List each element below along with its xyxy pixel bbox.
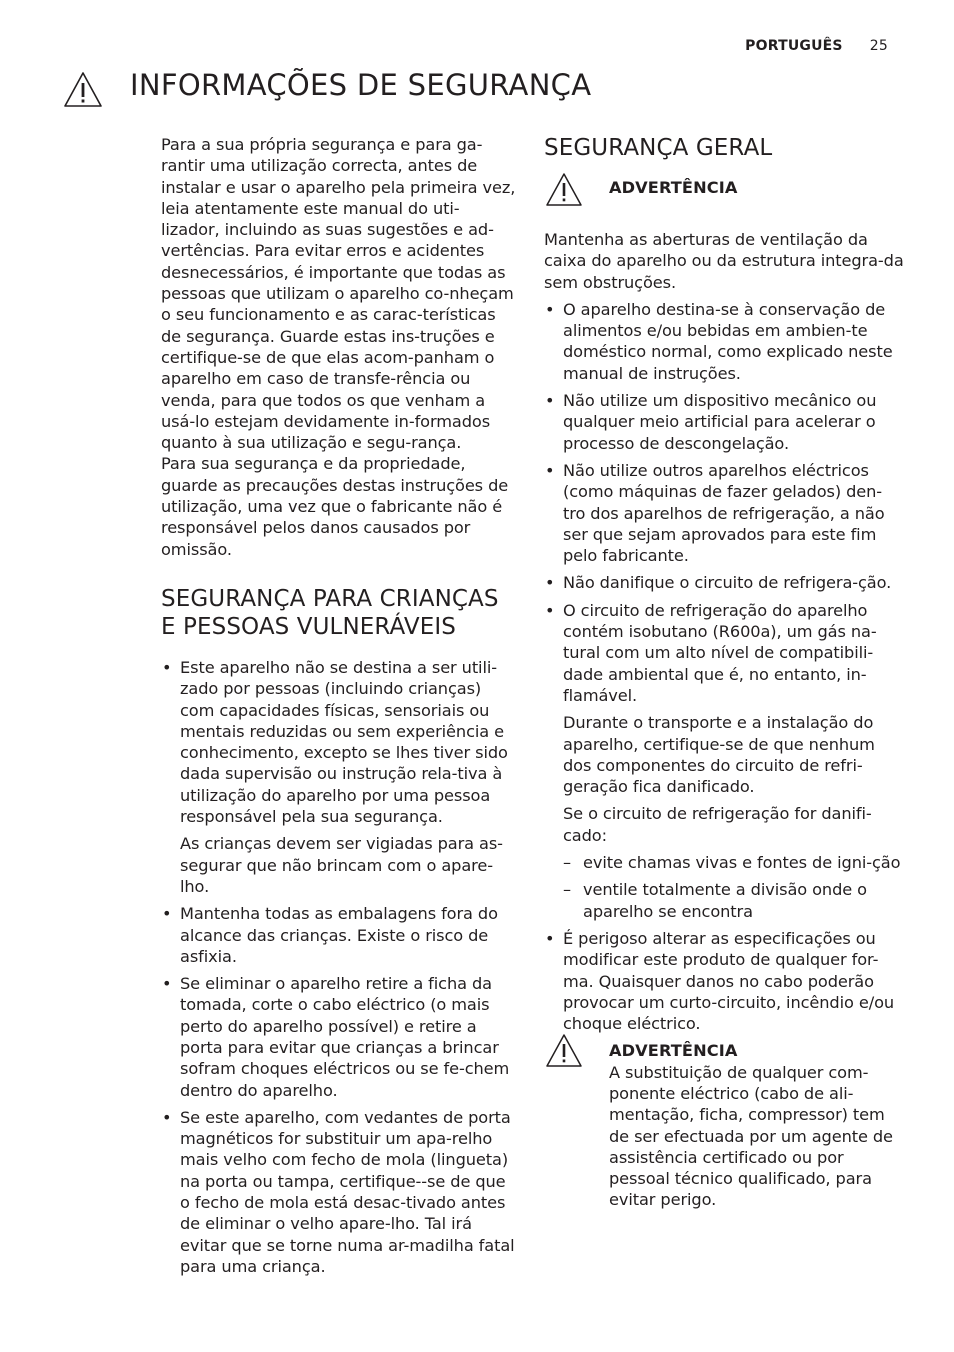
intro-paragraph: Para sua segurança e da propriedade, guarde as precauções destas instruções de utilização, uma vez que o fabricante não é responsável pelos danos causados por omissão.: [161, 454, 509, 559]
list-item-text: • Se este aparelho, com vedantes de porta magnéticos for substituir um apa-relho mais velho com fecho de mola (lingueta) na porta ou tampa, certifique--se de que o fecho de mola está desac-tivado antes de eliminar o velho apare-lho. Tal irá evitar que se torne numa ar-madilha fatal para uma criança.: [180, 1107, 515, 1276]
warning-triangle-icon: [544, 171, 584, 209]
list-item-text: • Não danifique o circuito de refrigera-ção.: [563, 573, 892, 593]
left-column: [161, 134, 517, 1283]
warning-text: A substituição de qualquer com-ponente eléctrico (cabo de ali-mentação, ficha, compressor) tem de ser efectuada por um agente de assistência certificado ou por pessoal técnico qualificado, para evitar perigo.: [609, 1062, 893, 1210]
warning-triangle-icon: [62, 70, 104, 110]
general-list: [544, 299, 904, 1035]
list-item-note: As crianças devem ser vigiadas para as-segurar que não brincam com o apare-lho.: [180, 834, 503, 896]
list-item: [161, 903, 517, 967]
language-label: PORTUGUÊS: [745, 38, 843, 54]
dash-item: – ventile totalmente a divisão onde o aparelho se encontra: [563, 879, 904, 922]
list-item-text: • Este aparelho não se destina a ser utili-zado por pessoas (incluindo crianças) com capacidades físicas, sensoriais ou mentais reduzidas ou sem experiência e conhecimento, excepto se lhes tiver sido dada supervisão ou instrução rela-tiva à utilização do aparelho por uma pessoa responsável pela sua segurança.: [180, 657, 508, 827]
dash-list: [563, 852, 904, 922]
warning-block: [544, 1040, 904, 1210]
list-item: [161, 973, 517, 1101]
warning-triangle-icon: [544, 1032, 584, 1070]
page-title: INFORMAÇÕES DE SEGURANÇA: [130, 68, 592, 102]
right-column: [544, 134, 904, 1211]
list-item-note: Se o circuito de refrigeração for danifi-cado:: [563, 804, 872, 845]
list-item-text: • O circuito de refrigeração do aparelho contém isobutano (R600a), um gás na-tural com um alto nível de compatibili-dade ambiental que é, no entanto, in-flamável.: [563, 600, 877, 705]
list-item-text: • É perigoso alterar as especificações ou modificar este produto de qualquer for-ma. Quaisquer danos no cabo poderão provocar um curto-circuito, incêndio e/ou choque eléctrico.: [563, 928, 895, 1034]
warning-block: [544, 177, 904, 229]
section-heading-general: SEGURANÇA GERAL: [544, 135, 773, 161]
warning-label: ADVERTÊNCIA: [609, 178, 738, 197]
list-item: [544, 460, 904, 566]
list-item: [544, 299, 904, 384]
list-item: [161, 657, 517, 897]
list-item: [161, 1107, 517, 1277]
list-item-text: • Não utilize um dispositivo mecânico ou qualquer meio artificial para acelerar o processo de descongelação.: [563, 391, 877, 453]
list-item: [544, 928, 904, 1034]
list-item: [544, 390, 904, 454]
children-list: [161, 657, 517, 1277]
section-heading-children: SEGURANÇA PARA CRIANÇAS E PESSOAS VULNERÁVEIS: [161, 585, 499, 640]
warning-label: ADVERTÊNCIA: [609, 1041, 738, 1061]
list-item-note: Durante o transporte e a instalação do aparelho, certifique-se de que nenhum dos componentes do circuito de refri-geração fica danificado.: [563, 713, 875, 797]
dash-item: – evite chamas vivas e fontes de igni-ção: [563, 852, 904, 873]
list-item-text: • O aparelho destina-se à conservação de alimentos e/ou bebidas em ambien-te doméstico normal, como explicado neste manual de instruções.: [563, 299, 893, 383]
intro-paragraph: Para a sua própria segurança e para ga-rantir uma utilização correcta, antes de instalar e usar o aparelho pela primeira vez, leia atentamente este manual do uti-lizador, incluindo as suas sugestões e ad-vertências. Para evitar erros e acidentes desnecessários, é importante que todas as pessoas que utilizam o aparelho co-nheçam o seu funcionamento e as carac-terísticas de segurança. Guarde estas ins-truções e certifique-se de que elas acom-panham o aparelho em caso de transfe-rência ou venda, para que todos os que venham a usá-lo estejam devidamente in-formados quanto à sua utilização e segu-rança.: [161, 135, 516, 453]
page-number: 25: [869, 38, 888, 54]
list-item: [544, 600, 904, 922]
page-header: [745, 38, 888, 54]
general-intro: Mantenha as aberturas de ventilação da caixa do aparelho ou da estrutura integra-da sem obstruções.: [544, 230, 904, 292]
list-item-text: • Se eliminar o aparelho retire a ficha da tomada, corte o cabo eléctrico (o mais perto do aparelho possível) e retire a porta para evitar que crianças a brincar sofram choques eléctricos ou se fe-chem dentro do aparelho.: [180, 974, 510, 1100]
list-item: [544, 572, 904, 593]
list-item-text: • Mantenha todas as embalagens fora do alcance das crianças. Existe o risco de asfixia.: [180, 904, 498, 966]
list-item-text: • Não utilize outros aparelhos eléctricos (como máquinas de fazer gelados) den-tro dos aparelhos de refrigeração, a não ser que sejam aprovados para este fim pelo fabricante.: [563, 460, 885, 566]
